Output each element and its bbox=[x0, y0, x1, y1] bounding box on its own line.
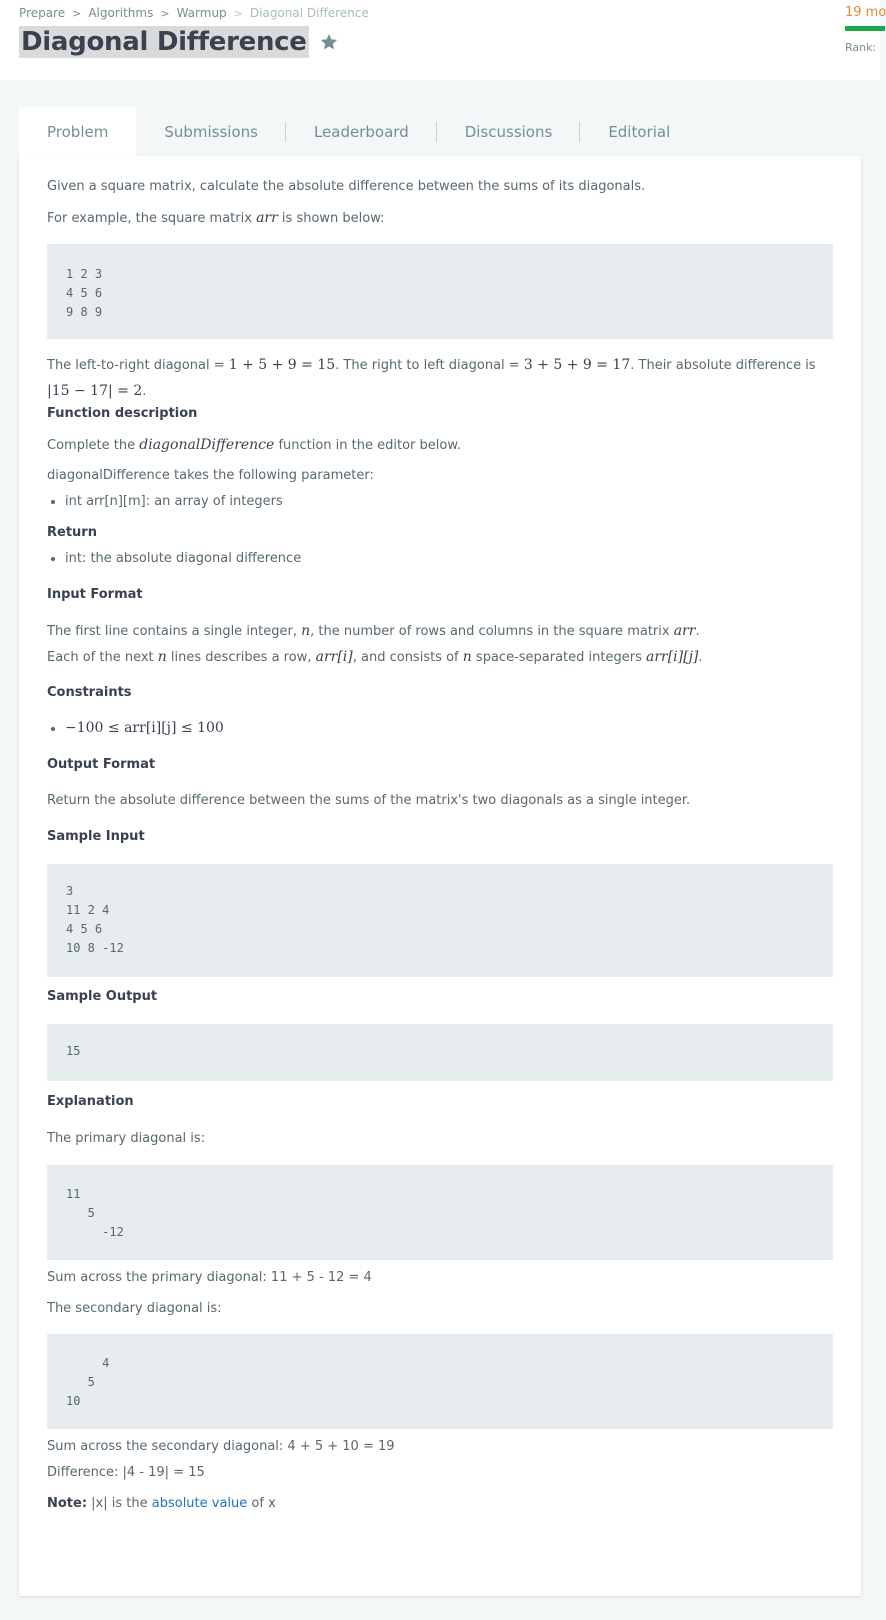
progress-label: 19 mo bbox=[845, 5, 886, 20]
tab-problem[interactable] bbox=[19, 107, 136, 157]
secondary-diagonal-block: 4 5 10 bbox=[47, 1334, 833, 1429]
tab-label: Submissions bbox=[164, 123, 258, 141]
breadcrumb-separator: > bbox=[72, 6, 82, 20]
star-icon[interactable] bbox=[319, 32, 339, 52]
output-format-heading: Output Format bbox=[47, 757, 156, 772]
constraints-heading: Constraints bbox=[47, 685, 132, 700]
rank-label: Rank: bbox=[845, 41, 877, 54]
parameter-intro: diagonalDifference takes the following parameter: bbox=[47, 468, 374, 483]
sample-output-heading: Sample Output bbox=[47, 989, 158, 1004]
example-matrix-block: 1 2 3 4 5 6 9 8 9 bbox=[47, 244, 833, 339]
primary-diagonal-intro: The primary diagonal is: bbox=[47, 1131, 206, 1146]
parameter-list bbox=[47, 493, 283, 511]
explanation-heading: Explanation bbox=[47, 1094, 134, 1109]
primary-diagonal-block: 11 5 -12 bbox=[47, 1165, 833, 1260]
secondary-diagonal-intro: The secondary diagonal is: bbox=[47, 1301, 222, 1316]
breadcrumb bbox=[19, 6, 369, 20]
breadcrumb-prepare[interactable]: Prepare bbox=[19, 6, 66, 20]
secondary-diagonal-sum: Sum across the secondary diagonal: 4 + 5 + 10 = 19 bbox=[47, 1439, 395, 1454]
absolute-value-link[interactable]: absolute value bbox=[151, 1496, 248, 1511]
breadcrumb-algorithms[interactable]: Algorithms bbox=[88, 6, 154, 20]
list-item: • −100 ≤ arr[i][j] ≤ 100 bbox=[65, 719, 224, 738]
input-format-line-1: The first line contains a single integer, n, the number of rows and columns in the square matrix arr. bbox=[47, 623, 700, 639]
constraints-list bbox=[47, 719, 224, 738]
tab-label: Problem bbox=[47, 123, 109, 141]
tab-label: Discussions bbox=[464, 123, 553, 141]
function-description-heading: Function description bbox=[47, 406, 198, 421]
problem-statement-card bbox=[19, 156, 861, 1596]
sample-output-block: 15 bbox=[47, 1024, 833, 1081]
progress-bar-fill bbox=[845, 26, 885, 31]
note-text: Note: |x| is the absolute value of x bbox=[47, 1496, 276, 1511]
breadcrumb-current: Diagonal Difference bbox=[249, 6, 369, 20]
list-item: • int arr[n][m]: an array of integers bbox=[65, 493, 283, 511]
challenge-tabs bbox=[19, 107, 698, 157]
page-title: Diagonal Difference bbox=[21, 27, 307, 57]
progress-bar bbox=[845, 26, 885, 31]
breadcrumb-warmup[interactable]: Warmup bbox=[176, 6, 227, 20]
tab-editorial[interactable] bbox=[580, 107, 698, 157]
tab-submissions[interactable] bbox=[136, 107, 286, 157]
tab-label: Editorial bbox=[608, 123, 671, 141]
output-format-text: Return the absolute difference between the sums of the matrix's two diagonals as a single integer. bbox=[47, 793, 691, 808]
tab-leaderboard[interactable] bbox=[286, 107, 437, 157]
breadcrumb-separator: > bbox=[160, 6, 170, 20]
tab-discussions[interactable] bbox=[437, 107, 581, 157]
list-item: • int: the absolute diagonal difference bbox=[65, 550, 301, 568]
difference-text: Difference: |4 - 19| = 15 bbox=[47, 1465, 205, 1480]
primary-diagonal-sum: Sum across the primary diagonal: 11 + 5 - 12 = 4 bbox=[47, 1270, 372, 1285]
progress-area bbox=[845, 5, 885, 54]
sample-input-block: 3 11 2 4 4 5 6 10 8 -12 bbox=[47, 864, 833, 977]
intro-text: Given a square matrix, calculate the absolute difference between the sums of its diagonals. bbox=[47, 179, 646, 194]
return-heading: Return bbox=[47, 525, 97, 540]
function-description-text: Complete the diagonalDifference function in the editor below. bbox=[47, 437, 461, 453]
input-format-line-2: Each of the next n lines describes a row, arr[i], and consists of n space-separated integers arr[i][j]. bbox=[47, 649, 703, 665]
input-format-heading: Input Format bbox=[47, 587, 143, 602]
challenge-header bbox=[0, 0, 886, 80]
absolute-difference-text: |15 − 17| = 2. bbox=[47, 383, 147, 399]
breadcrumb-separator: > bbox=[233, 6, 243, 20]
title-row bbox=[19, 26, 339, 58]
sample-input-heading: Sample Input bbox=[47, 829, 145, 844]
return-list bbox=[47, 550, 301, 568]
tab-label: Leaderboard bbox=[313, 123, 409, 141]
diagonal-sums-text: The left-to-right diagonal = 1 + 5 + 9 = 15. The right to left diagonal = 3 + 5 + 9 = 17. Their absolute difference is bbox=[47, 357, 816, 373]
example-text: For example, the square matrix arr is shown below: bbox=[47, 210, 385, 226]
